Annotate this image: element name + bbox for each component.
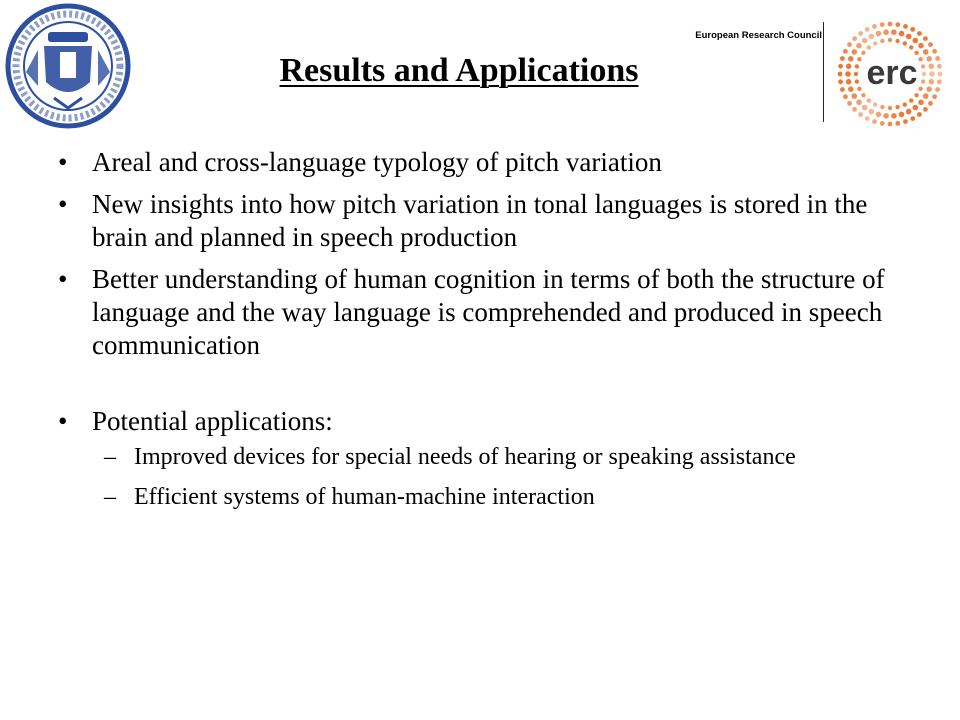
erc-dot [938,72,943,77]
sub-bullet-marker: – [104,484,116,510]
bullet-text: Areal and cross-language typology of pitch variation [92,147,662,177]
bullet-marker: • [58,264,68,294]
bullet-item [50,263,920,362]
erc-dot [869,34,875,40]
erc-dot [880,39,884,43]
erc-dot [929,79,935,85]
erc-dot [895,105,899,109]
erc-logo-text: erc [866,54,918,92]
erc-dot [935,87,940,92]
erc-dot [888,38,892,42]
erc-dot [895,39,899,43]
erc-dot [913,38,919,44]
erc-dot [895,22,900,27]
bullet-marker: • [58,147,68,177]
erc-dot [929,64,935,70]
bullet-text: Potential applications: [92,406,333,436]
bullet-text: New insights into how pitch variation in tonal languages is stored in the brain and planned in speech production [92,189,868,252]
erc-dot [856,100,862,106]
bullet-item [50,188,920,254]
erc-dot [923,93,929,99]
erc-dot [922,72,926,76]
erc-dot [923,36,928,41]
erc-dot [888,106,892,110]
erc-dot [852,107,857,112]
erc-dot [873,41,877,45]
erc-dot [880,105,884,109]
erc-dot [843,94,848,99]
erc-dot [935,56,940,61]
erc-dot [852,36,857,41]
erc-dot [917,112,922,117]
erc-dot [867,45,871,49]
erc-dot [880,22,885,27]
sub-bullet-marker: – [104,444,116,470]
erc-dot [906,109,912,115]
erc-dot [918,43,924,49]
erc-dot [926,56,932,62]
sub-bullet-text: Improved devices for special needs of hearing or speaking assistance [134,444,796,470]
erc-dot [876,112,882,118]
erc-caption: European Research Council [695,30,822,41]
sub-bullet-list [92,442,920,512]
erc-dot [858,112,863,117]
erc-dot [891,113,897,119]
erc-dot [926,86,932,92]
erc-dot [909,45,913,49]
bullet-item [50,405,920,512]
erc-dot [895,121,900,126]
sub-bullet-item [92,442,920,472]
erc-dot [867,98,871,102]
erc-dot [923,107,928,112]
erc-dot [888,22,893,27]
erc-dot [909,98,913,102]
erc-dot [937,64,942,69]
bullet-list [50,146,920,522]
bullet-text: Better understanding of human cognition in terms of both the structure of language and the way language is comprehended and produced in speech communication [92,264,885,360]
erc-dot [932,94,937,99]
erc-dot [888,122,893,127]
erc-dot [923,49,929,55]
erc-dot [865,27,870,32]
erc-dot [891,29,897,35]
bullet-marker: • [58,189,68,219]
erc-dot [883,29,889,35]
erc-dot [861,93,865,97]
sub-bullet-text: Efficient systems of human-machine interaction [134,484,595,510]
erc-dot [899,31,905,37]
erc-dot [913,105,919,111]
erc-dot [872,24,877,29]
erc-dot [883,113,889,119]
erc-dot [921,79,925,83]
erc-dot [917,31,922,36]
erc-dot [903,119,908,124]
bullet-marker: • [58,406,68,436]
bullet-item [50,146,920,179]
erc-dot [928,101,933,106]
sub-bullet-item [92,482,920,512]
erc-dot [903,41,907,45]
erc-dot [852,93,858,99]
erc-dot [928,42,933,47]
erc-dot [914,93,918,97]
erc-dot [903,102,907,106]
erc-dot [862,38,868,44]
erc-dot [910,27,915,32]
erc-dot [903,24,908,29]
erc-dot [918,57,922,61]
erc-dot [872,119,877,124]
erc-dot [873,102,877,106]
erc-dot [921,64,925,68]
erc-dot [910,116,915,121]
erc-dot [869,109,875,115]
erc-dot [929,71,935,77]
erc-dot [847,101,852,106]
erc-dot [937,79,942,84]
erc-dot [906,34,912,40]
erc-dot [880,121,885,126]
erc-dot [856,43,862,49]
erc-dot [932,49,937,54]
erc-dot [876,31,882,37]
erc-dot [858,31,863,36]
page-title: Results and Applications [279,52,639,89]
erc-dot [918,87,922,91]
erc-dot [918,100,924,106]
erc-dot [865,116,870,121]
erc-dot [862,105,868,111]
erc-dot [899,112,905,118]
erc-dot [847,42,852,47]
